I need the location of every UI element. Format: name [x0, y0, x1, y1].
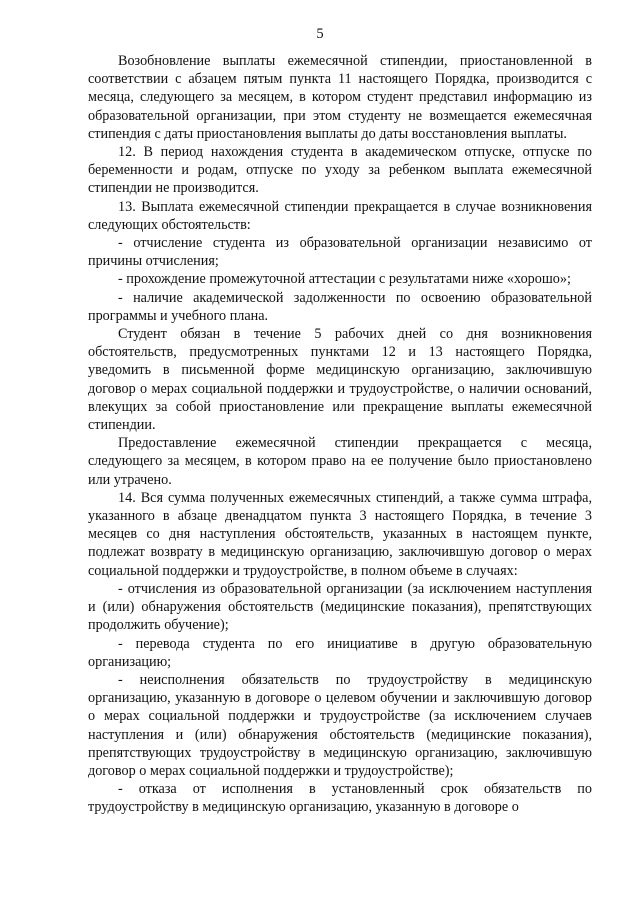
list-item-academic-debt: - наличие академической задолженности по освоению образовательной программы и учебного плана.: [88, 289, 592, 324]
paragraph-item-13: 13. Выплата ежемесячной стипендии прекращается в случае возникновения следующих обстоятельств:: [88, 198, 592, 233]
paragraph-resumption: Возобновление выплаты ежемесячной стипендии, приостановленной в соответствии с абзацем пятым пункта 11 настоящего Порядка, производится с месяца, следующего за месяцем, в котором студент представил информацию из образовательной организации, при этом студенту не возмещается ежемесячная стипендия с даты приостановления выплаты до даты восстановления выплаты.: [88, 53, 592, 142]
document-body: [88, 52, 592, 817]
page-number: 5: [316, 26, 324, 42]
paragraph-termination: Предоставление ежемесячной стипендии прекращается с месяца, следующего за месяцем, в котором право на ее получение было приостановлено или утрачено.: [88, 435, 592, 488]
paragraph-notification: Студент обязан в течение 5 рабочих дней со дня возникновения обстоятельств, предусмотренных пунктами 12 и 13 настоящего Порядка, уведомить в письменной форме медицинскую организацию, заключившую договор о мерах социальной поддержки и трудоустройстве, о наличии оснований, влекущих за собой приостановление или прекращение выплаты ежемесячной стипендии.: [88, 326, 592, 434]
list-item-refund-nonperformance: - неисполнения обязательств по трудоустройству в медицинскую организацию, указанную в договоре о целевом обучении и заключившую договор о мерах социальной поддержки и трудоустройстве (за исключением случаев наступления и (или) обнаружения обстоятельств (медицинские показания), препятствующих трудоустройству в медицинскую организацию, заключившую договор о мерах социальной поддержки и трудоустройстве);: [88, 671, 592, 779]
list-item-expulsion: - отчисление студента из образовательной организации независимо от причины отчисления;: [88, 235, 592, 270]
list-item-refund-expulsion: - отчисления из образовательной организации (за исключением наступления и (или) обнаружения обстоятельств (медицинские показания), препятствующих продолжить обучение);: [88, 580, 592, 634]
list-item-refund-transfer: - перевода студента по его инициативе в другую образовательную организацию;: [88, 635, 592, 670]
list-item-refund-refusal: - отказа от исполнения в установленный срок обязательств по трудоустройству в медицинскую организацию, указанную в договоре о: [88, 781, 592, 816]
paragraph-item-14: 14. Вся сумма полученных ежемесячных стипендий, а также сумма штрафа, указанного в абзаце двенадцатом пункта 3 настоящего Порядка, в течение 3 месяцев со дня наступления обстоятельств, указанных в настоящем пункте, подлежат возврату в медицинскую организацию, заключившую договор о мерах социальной поддержки и трудоустройстве, в полном объеме в случаях:: [88, 489, 592, 579]
list-item-attestation: - прохождение промежуточной аттестации с результатами ниже «хорошо»;: [118, 271, 571, 288]
paragraph-item-12: 12. В период нахождения студента в академическом отпуске, отпуске по беременности и родам, отпуске по уходу за ребенком выплата ежемесячной стипендии не производится.: [88, 144, 592, 197]
